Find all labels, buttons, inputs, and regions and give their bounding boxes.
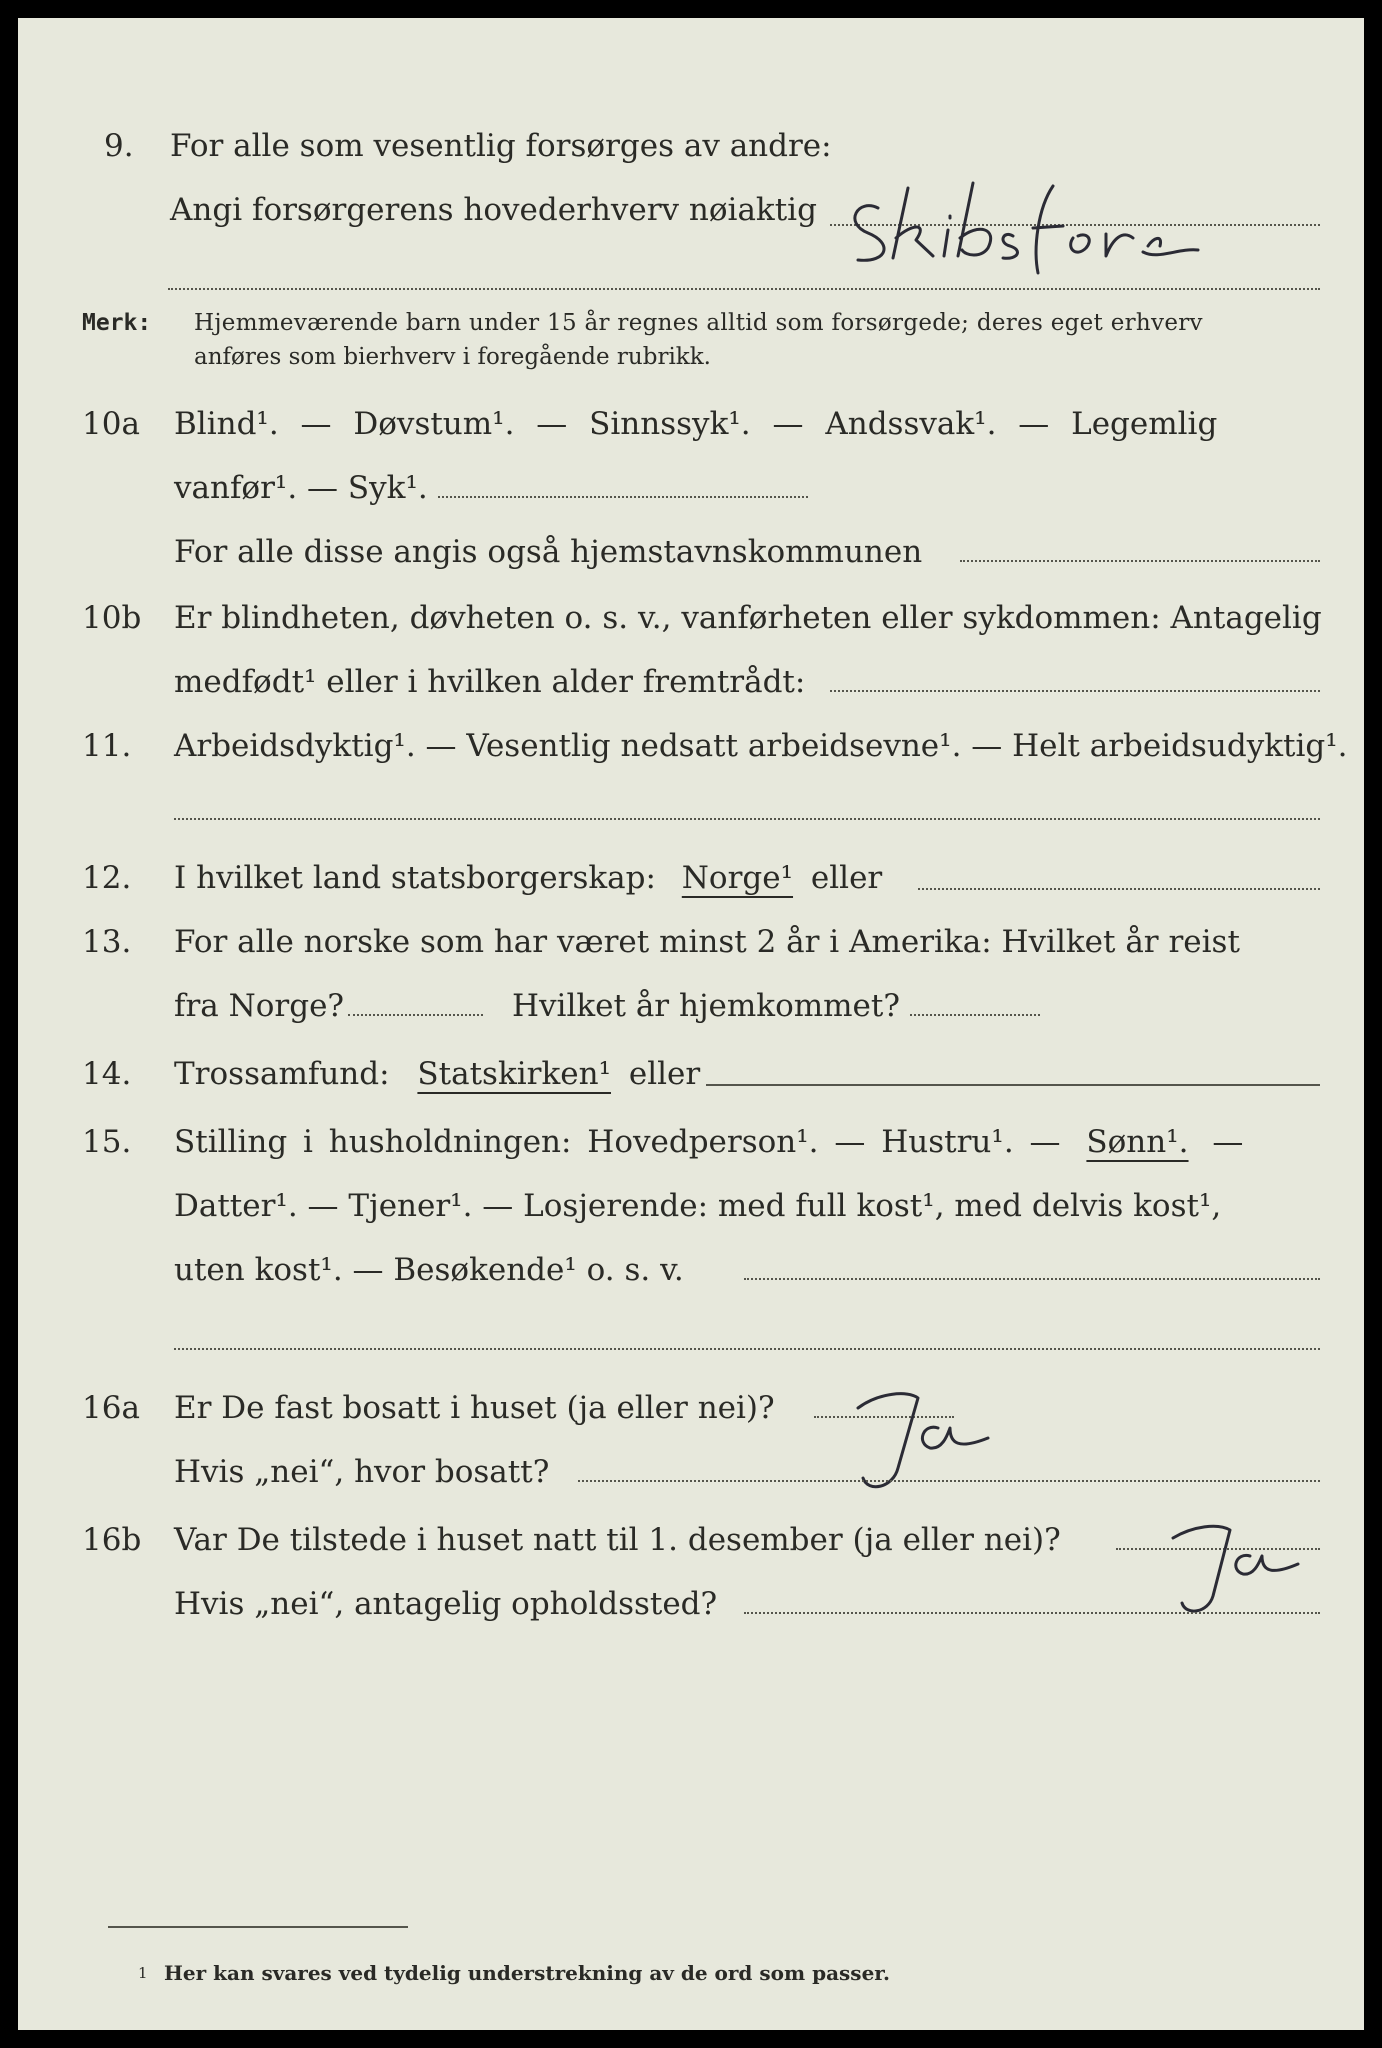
- q10a-line2: vanfør¹. — Syk¹.: [174, 470, 428, 506]
- q13-hjemkommet-line: [910, 1014, 1040, 1016]
- q10b-number: 10b: [82, 600, 142, 636]
- q13-line1: For alle norske som har været minst 2 år i Amerika: Hvilket år reist: [174, 924, 1240, 960]
- merk-line2: anføres som bierhverv i foregående rubrikk.: [194, 344, 711, 370]
- q9-line2: Angi forsørgerens hovederhverv nøiaktig: [170, 192, 817, 228]
- q10a-kommune-line: [960, 560, 1320, 562]
- q15-sonn-underlined: Sønn¹.: [1086, 1124, 1189, 1160]
- q14-line: [174, 1054, 700, 1094]
- q16a-line1: Er De fast bosatt i huset (ja eller nei)?: [174, 1390, 775, 1426]
- q15-line3: uten kost¹. — Besøkende¹ o. s. v.: [174, 1252, 684, 1288]
- q16b-handwritten-ja: [1158, 1508, 1318, 1628]
- footnote-text: Her kan svares ved tydelig understrekning av de ord som passer.: [164, 1961, 890, 1985]
- q14-statskirken-underlined: Statskirken¹: [417, 1056, 611, 1092]
- q12-number: 12.: [82, 860, 132, 896]
- q16a-number: 16a: [82, 1390, 140, 1426]
- q15-line1: [174, 1122, 1243, 1162]
- footnote-mark: 1: [138, 1964, 148, 1982]
- q9-line1: For alle som vesentlig forsørges av andre:: [170, 128, 832, 164]
- q15-extra-line: [174, 1348, 1320, 1350]
- q11-line1: Arbeidsdyktig¹. — Vesentlig nedsatt arbeidsevne¹. — Helt arbeidsudyktig¹.: [174, 728, 1348, 764]
- q12-line: [174, 858, 882, 898]
- q15-line2: Datter¹. — Tjener¹. — Losjerende: med full kost¹, med delvis kost¹,: [174, 1188, 1222, 1224]
- q9-number: 9.: [104, 128, 134, 164]
- q15-number: 15.: [82, 1124, 132, 1160]
- q16a-bosatt-line: [578, 1480, 1320, 1482]
- q16a-line2: Hvis „nei“, hvor bosatt?: [174, 1454, 550, 1490]
- q10a-line1: Blind¹. — Døvstum¹. — Sinnssyk¹. — Andssvak¹. — Legemlig: [174, 406, 1218, 442]
- q11-number: 11.: [82, 728, 132, 764]
- q16b-number: 16b: [82, 1522, 142, 1558]
- q10a-line3: For alle disse angis også hjemstavnskommunen: [174, 534, 923, 570]
- q10b-line2: medfødt¹ eller i hvilken alder fremtrådt:: [174, 664, 806, 700]
- q14-answer-line: [706, 1084, 1320, 1086]
- q14-post: eller: [628, 1056, 701, 1092]
- q15-line1c: —: [1212, 1124, 1244, 1160]
- q15-answer-line: [744, 1278, 1320, 1280]
- q12-answer-line: [918, 888, 1320, 890]
- q14-number: 14.: [82, 1056, 132, 1092]
- merk-line1: Hjemmeværende barn under 15 år regnes alltid som forsørgede; deres eget erhverv: [194, 310, 1203, 336]
- q13-line2b: Hvilket år hjemkommet?: [512, 988, 900, 1024]
- q9-handwritten-answer: [838, 168, 1258, 278]
- q12-post: eller: [810, 860, 883, 896]
- q10a-syk-line: [438, 496, 808, 498]
- q16b-opholdssted-line: [744, 1612, 1320, 1614]
- q16b-line2: Hvis „nei“, antagelig opholdssted?: [174, 1586, 718, 1622]
- q10b-answer-line: [830, 690, 1320, 692]
- q14-pre: Trossamfund:: [174, 1056, 390, 1092]
- q12-pre: I hvilket land statsborgerskap:: [174, 860, 656, 896]
- q13-reist-line: [348, 1014, 483, 1016]
- q11-answer-line: [174, 818, 1320, 820]
- census-form-page: [18, 18, 1364, 2030]
- q16a-handwritten-ja: [838, 1378, 1008, 1508]
- q16b-line1: Var De tilstede i huset natt til 1. desember (ja eller nei)?: [174, 1522, 1061, 1558]
- q10a-number: 10a: [82, 406, 140, 442]
- footnote-rule: [108, 1926, 408, 1928]
- q13-number: 13.: [82, 924, 132, 960]
- q15-line1a: Stilling i husholdningen: Hovedperson¹. — Hustru¹. —: [174, 1124, 1061, 1160]
- q12-norge-underlined: Norge¹: [681, 860, 794, 896]
- q10b-line1: Er blindheten, døvheten o. s. v., vanførheten eller sykdommen: Antagelig: [174, 600, 1322, 636]
- merk-label: Merk:: [82, 310, 152, 336]
- q9-extra-line: [168, 288, 1320, 290]
- q13-line2a: fra Norge?: [174, 988, 345, 1024]
